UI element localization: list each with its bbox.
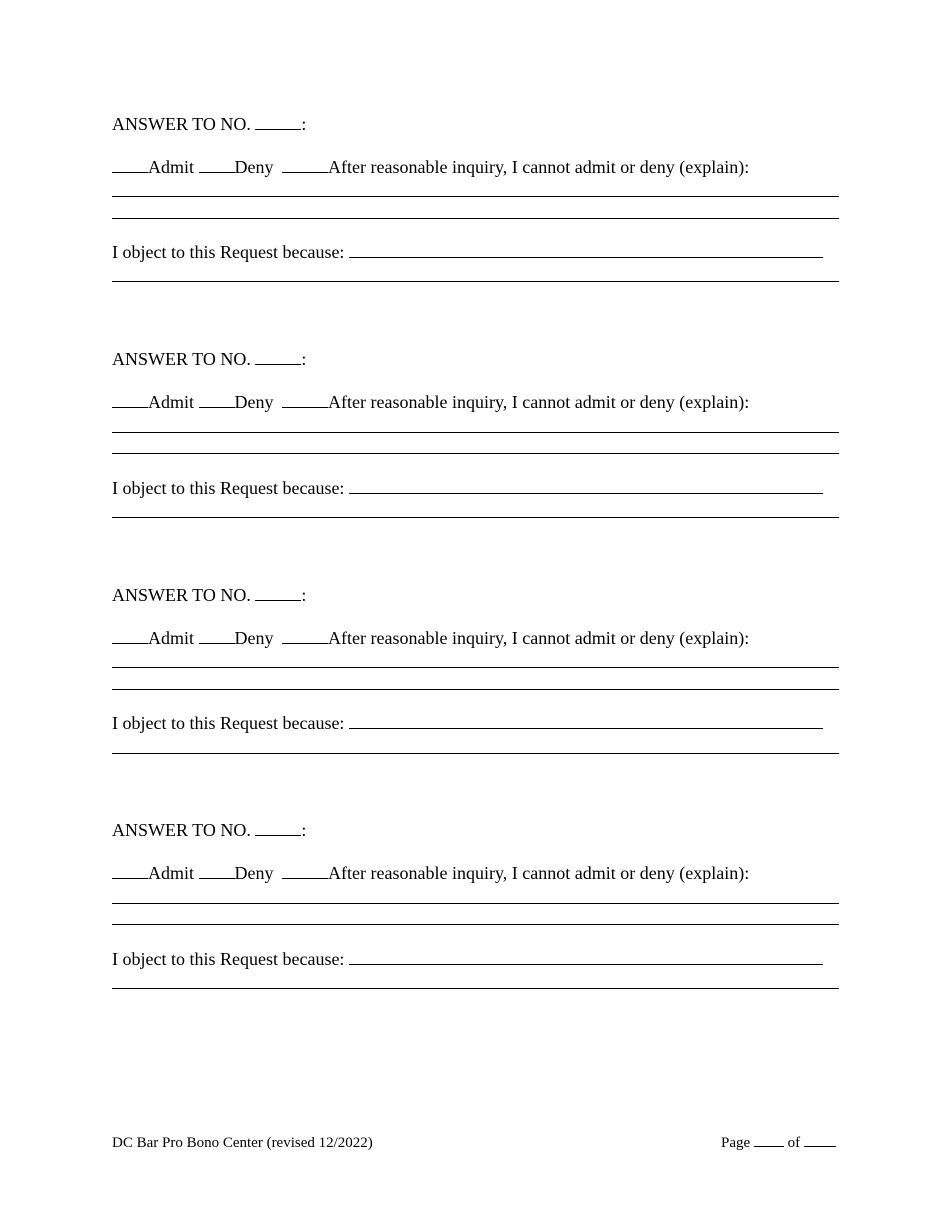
objection-line: [112, 712, 823, 734]
answer-label: ANSWER TO NO.: [112, 820, 251, 840]
admit-label: Admit: [148, 628, 195, 648]
answer-number-line: ANSWER TO NO. :: [112, 820, 307, 840]
deny-blank[interactable]: [199, 863, 235, 879]
objection-line: [112, 241, 823, 263]
admit-label: Admit: [148, 863, 195, 883]
answer-label: ANSWER TO NO.: [112, 585, 251, 605]
deny-label: Deny: [234, 392, 274, 412]
admit-blank[interactable]: [112, 628, 148, 644]
answer-label: ANSWER TO NO.: [112, 114, 251, 134]
answer-number-line: ANSWER TO NO. :: [112, 114, 307, 134]
explain-line[interactable]: [112, 667, 839, 668]
admit-blank[interactable]: [112, 157, 148, 173]
answer-number-blank[interactable]: [255, 349, 301, 365]
response-options-line: [112, 391, 749, 413]
cannot-admit-label: After reasonable inquiry, I cannot admit or deny (explain):: [328, 392, 750, 412]
response-options-line: [112, 627, 749, 649]
footer-left-text: DC Bar Pro Bono Center (revised 12/2022): [112, 1135, 373, 1151]
admit-label: Admit: [148, 157, 195, 177]
response-options-line: [112, 156, 749, 178]
cannot-admit-blank[interactable]: [282, 392, 328, 408]
explain-line[interactable]: [112, 689, 839, 690]
explain-line[interactable]: [112, 432, 839, 433]
answer-label: ANSWER TO NO.: [112, 349, 251, 369]
admit-blank[interactable]: [112, 392, 148, 408]
explain-line[interactable]: [112, 218, 839, 219]
deny-label: Deny: [234, 628, 274, 648]
objection-blank[interactable]: [349, 242, 823, 258]
page-number-blank[interactable]: [754, 1134, 784, 1147]
objection-continuation-line[interactable]: [112, 988, 839, 989]
deny-label: Deny: [234, 157, 274, 177]
explain-line[interactable]: [112, 453, 839, 454]
cannot-admit-label: After reasonable inquiry, I cannot admit or deny (explain):: [328, 157, 750, 177]
page-total-blank[interactable]: [804, 1134, 836, 1147]
objection-continuation-line[interactable]: [112, 517, 839, 518]
cannot-admit-label: After reasonable inquiry, I cannot admit or deny (explain):: [328, 863, 750, 883]
explain-line[interactable]: [112, 903, 839, 904]
objection-continuation-line[interactable]: [112, 281, 839, 282]
deny-blank[interactable]: [199, 157, 235, 173]
objection-line: [112, 948, 823, 970]
admit-blank[interactable]: [112, 863, 148, 879]
objection-blank[interactable]: [349, 949, 823, 965]
page-label: Page: [721, 1135, 751, 1151]
answer-number-blank[interactable]: [255, 585, 301, 601]
cannot-admit-blank[interactable]: [282, 628, 328, 644]
objection-label: I object to this Request because:: [112, 478, 345, 498]
cannot-admit-blank[interactable]: [282, 863, 328, 879]
admit-label: Admit: [148, 392, 195, 412]
response-options-line: [112, 862, 749, 884]
objection-blank[interactable]: [349, 478, 823, 494]
objection-line: [112, 477, 823, 499]
objection-blank[interactable]: [349, 713, 823, 729]
deny-blank[interactable]: [199, 628, 235, 644]
cannot-admit-blank[interactable]: [282, 157, 328, 173]
answer-number-line: ANSWER TO NO. :: [112, 585, 307, 605]
objection-label: I object to this Request because:: [112, 242, 345, 262]
explain-line[interactable]: [112, 196, 839, 197]
page-number-field: [721, 1134, 836, 1152]
deny-blank[interactable]: [199, 392, 235, 408]
answer-number-blank[interactable]: [255, 820, 301, 836]
of-label: of: [787, 1135, 801, 1151]
answer-number-blank[interactable]: [255, 114, 301, 130]
deny-label: Deny: [234, 863, 274, 883]
objection-label: I object to this Request because:: [112, 713, 345, 733]
objection-label: I object to this Request because:: [112, 949, 345, 969]
objection-continuation-line[interactable]: [112, 753, 839, 754]
answer-number-line: ANSWER TO NO. :: [112, 349, 307, 369]
explain-line[interactable]: [112, 924, 839, 925]
cannot-admit-label: After reasonable inquiry, I cannot admit or deny (explain):: [328, 628, 750, 648]
